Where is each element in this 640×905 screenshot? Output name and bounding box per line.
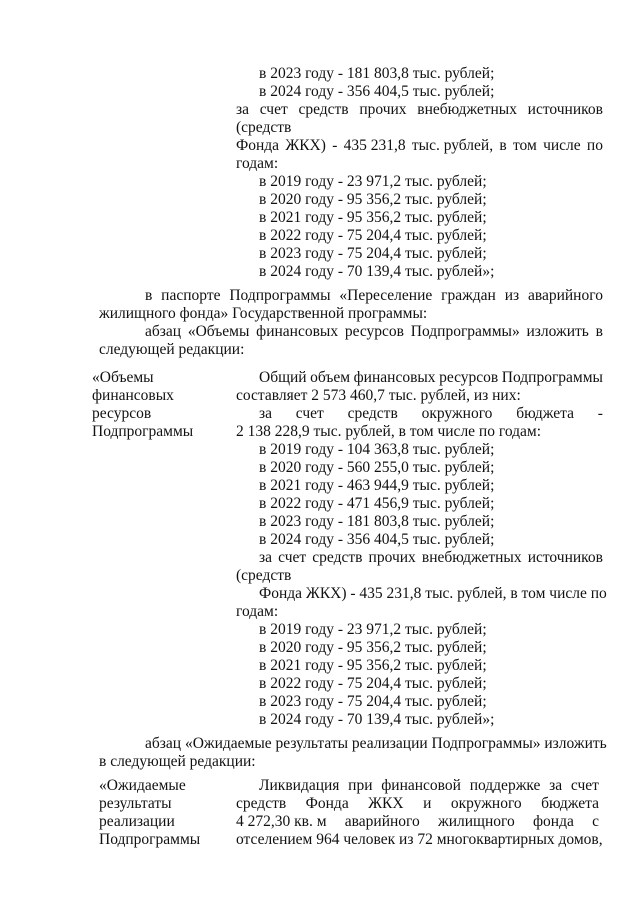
text-line: в 2023 году - 75 204,4 тыс. рублей; — [259, 245, 487, 262]
text-line: в 2019 году - 23 971,2 тыс. рублей; — [259, 173, 487, 190]
word: фонда — [532, 813, 574, 830]
word: окружного — [450, 795, 522, 812]
text-line: абзац «Ожидаемые результаты реализации Подпрограммы» изложить — [145, 735, 607, 752]
text-line: в 2021 году - 463 944,9 тыс. рублей; — [259, 477, 495, 494]
word: аварийного — [527, 287, 603, 304]
word: за — [259, 549, 273, 566]
word: Подпрограммы — [229, 287, 331, 304]
word: за — [259, 405, 273, 422]
text-line: составляет 2 573 460,7 тыс. рублей, из них: — [236, 387, 521, 404]
table-left-label: реализации — [99, 813, 175, 830]
justified-line — [259, 549, 603, 567]
word: счет — [259, 101, 288, 118]
justified-line — [145, 323, 603, 341]
word: из — [504, 287, 520, 304]
word: финансовых — [256, 323, 339, 340]
word: средств — [298, 101, 349, 118]
text-line: в 2020 году - 95 356,2 тыс. рублей; — [259, 639, 487, 656]
word: ресурсов — [439, 369, 499, 386]
word: внебюджетных — [421, 549, 522, 566]
word: бюджета — [541, 795, 599, 812]
word: средств — [347, 405, 398, 422]
text-line: (средств — [236, 119, 292, 136]
table-left-label: «Ожидаемые — [99, 777, 186, 794]
word: Фонда — [305, 795, 349, 812]
justified-line — [236, 795, 599, 813]
word: паспорте — [161, 287, 221, 304]
text-line: в 2021 году - 95 356,2 тыс. рублей; — [259, 209, 487, 226]
word: жилищного — [438, 813, 515, 830]
word: за — [549, 777, 563, 794]
text-line: в 2020 году - 95 356,2 тыс. рублей; — [259, 191, 487, 208]
word: тыс. рублей, — [411, 137, 494, 154]
word: прочих — [359, 101, 407, 118]
word: изложить — [526, 323, 589, 340]
text-line: в 2024 году - 70 139,4 тыс. рублей»; — [259, 263, 495, 280]
word: бюджета — [516, 405, 574, 422]
text-line: отселением 964 человек из 72 многоквартирных домов, — [236, 831, 603, 848]
word: финансовой — [381, 777, 461, 794]
justified-line — [259, 405, 603, 423]
word: числе — [543, 137, 581, 154]
word: источников — [527, 549, 603, 566]
justified-line — [236, 813, 599, 831]
text-line: в 2023 году - 181 803,8 тыс. рублей; — [259, 513, 495, 530]
word: средств — [312, 549, 363, 566]
word: - — [332, 137, 338, 154]
word: ЖКХ) — [285, 137, 326, 154]
word: объем — [310, 369, 351, 386]
table-left-label: результаты — [99, 795, 172, 812]
text-line: в 2022 году - 75 204,4 тыс. рублей; — [259, 227, 487, 244]
word: «Переселение — [339, 287, 433, 304]
word: 4 272,30 кв. м — [236, 813, 327, 830]
word: аварийного — [344, 813, 420, 830]
text-line: в 2022 году - 471 456,9 тыс. рублей; — [259, 495, 495, 512]
justified-line — [145, 287, 603, 305]
word: счет — [278, 549, 307, 566]
text-line: в следующей редакции: — [99, 753, 256, 770]
text-line: в 2019 году - 23 971,2 тыс. рублей; — [259, 621, 487, 638]
word: Подпрограммы — [501, 369, 603, 386]
word: том — [512, 137, 537, 154]
word: - — [597, 405, 603, 422]
table-left-label: Подпрограммы — [92, 423, 194, 440]
text-line: Фонда ЖКХ) - 435 231,8 тыс. рублей, в том числе по — [259, 585, 607, 602]
word: счет — [295, 405, 324, 422]
word: ресурсов — [344, 323, 404, 340]
table-left-label: ресурсов — [92, 405, 152, 422]
word: прочих — [368, 549, 416, 566]
word: внебюджетных — [417, 101, 517, 118]
text-line: в 2020 году - 560 255,0 тыс. рублей; — [259, 459, 495, 476]
word: источников — [527, 101, 603, 118]
text-line: в 2019 году - 104 363,8 тыс. рублей; — [259, 441, 495, 458]
word: в — [499, 137, 507, 154]
text-line: в 2024 году - 356 404,5 тыс. рублей; — [259, 531, 495, 548]
word: «Объемы — [187, 323, 250, 340]
word: абзац — [145, 323, 182, 340]
word: счет — [570, 777, 599, 794]
word: окружного — [421, 405, 493, 422]
word: ЖКХ — [368, 795, 404, 812]
text-line: годам: — [236, 603, 279, 620]
word: средств — [236, 795, 287, 812]
text-line: в 2024 году - 356 404,5 тыс. рублей; — [259, 83, 495, 100]
text-line: в 2023 году - 75 204,4 тыс. рублей; — [259, 693, 487, 710]
table-left-label: «Объемы — [92, 369, 154, 386]
word: по — [586, 137, 603, 154]
word: Ликвидация — [259, 777, 340, 794]
text-line: годам: — [236, 155, 279, 172]
word: финансовых — [353, 369, 436, 386]
table-left-label: Подпрограммы — [99, 831, 201, 848]
word: и — [423, 795, 432, 812]
text-line: в 2021 году - 95 356,2 тыс. рублей; — [259, 657, 487, 674]
justified-line — [236, 101, 603, 119]
text-line: в 2024 году - 70 139,4 тыс. рублей»; — [259, 711, 495, 728]
word: в — [595, 323, 603, 340]
text-line: 2 138 228,9 тыс. рублей, в том числе по годам: — [236, 423, 542, 440]
word: Фонда — [236, 137, 280, 154]
text-line: в 2023 году - 181 803,8 тыс. рублей; — [259, 65, 495, 82]
table-left-label: финансовых — [92, 387, 174, 404]
word: при — [348, 777, 373, 794]
justified-line — [259, 369, 603, 387]
word: с — [592, 813, 599, 830]
text-line: жилищного фонда» Государственной программы: — [99, 305, 428, 322]
word: в — [145, 287, 153, 304]
word: Подпрограммы» — [410, 323, 520, 340]
justified-line — [236, 137, 603, 155]
text-line: в 2022 году - 75 204,4 тыс. рублей; — [259, 675, 487, 692]
word: поддержке — [469, 777, 541, 794]
text-line: следующей редакции: — [99, 341, 245, 358]
word: за — [236, 101, 250, 118]
word: Общий — [259, 369, 307, 386]
text-line: (средств — [236, 567, 292, 584]
word: 435 231,8 — [343, 137, 406, 154]
justified-line — [259, 777, 599, 795]
word: граждан — [441, 287, 496, 304]
